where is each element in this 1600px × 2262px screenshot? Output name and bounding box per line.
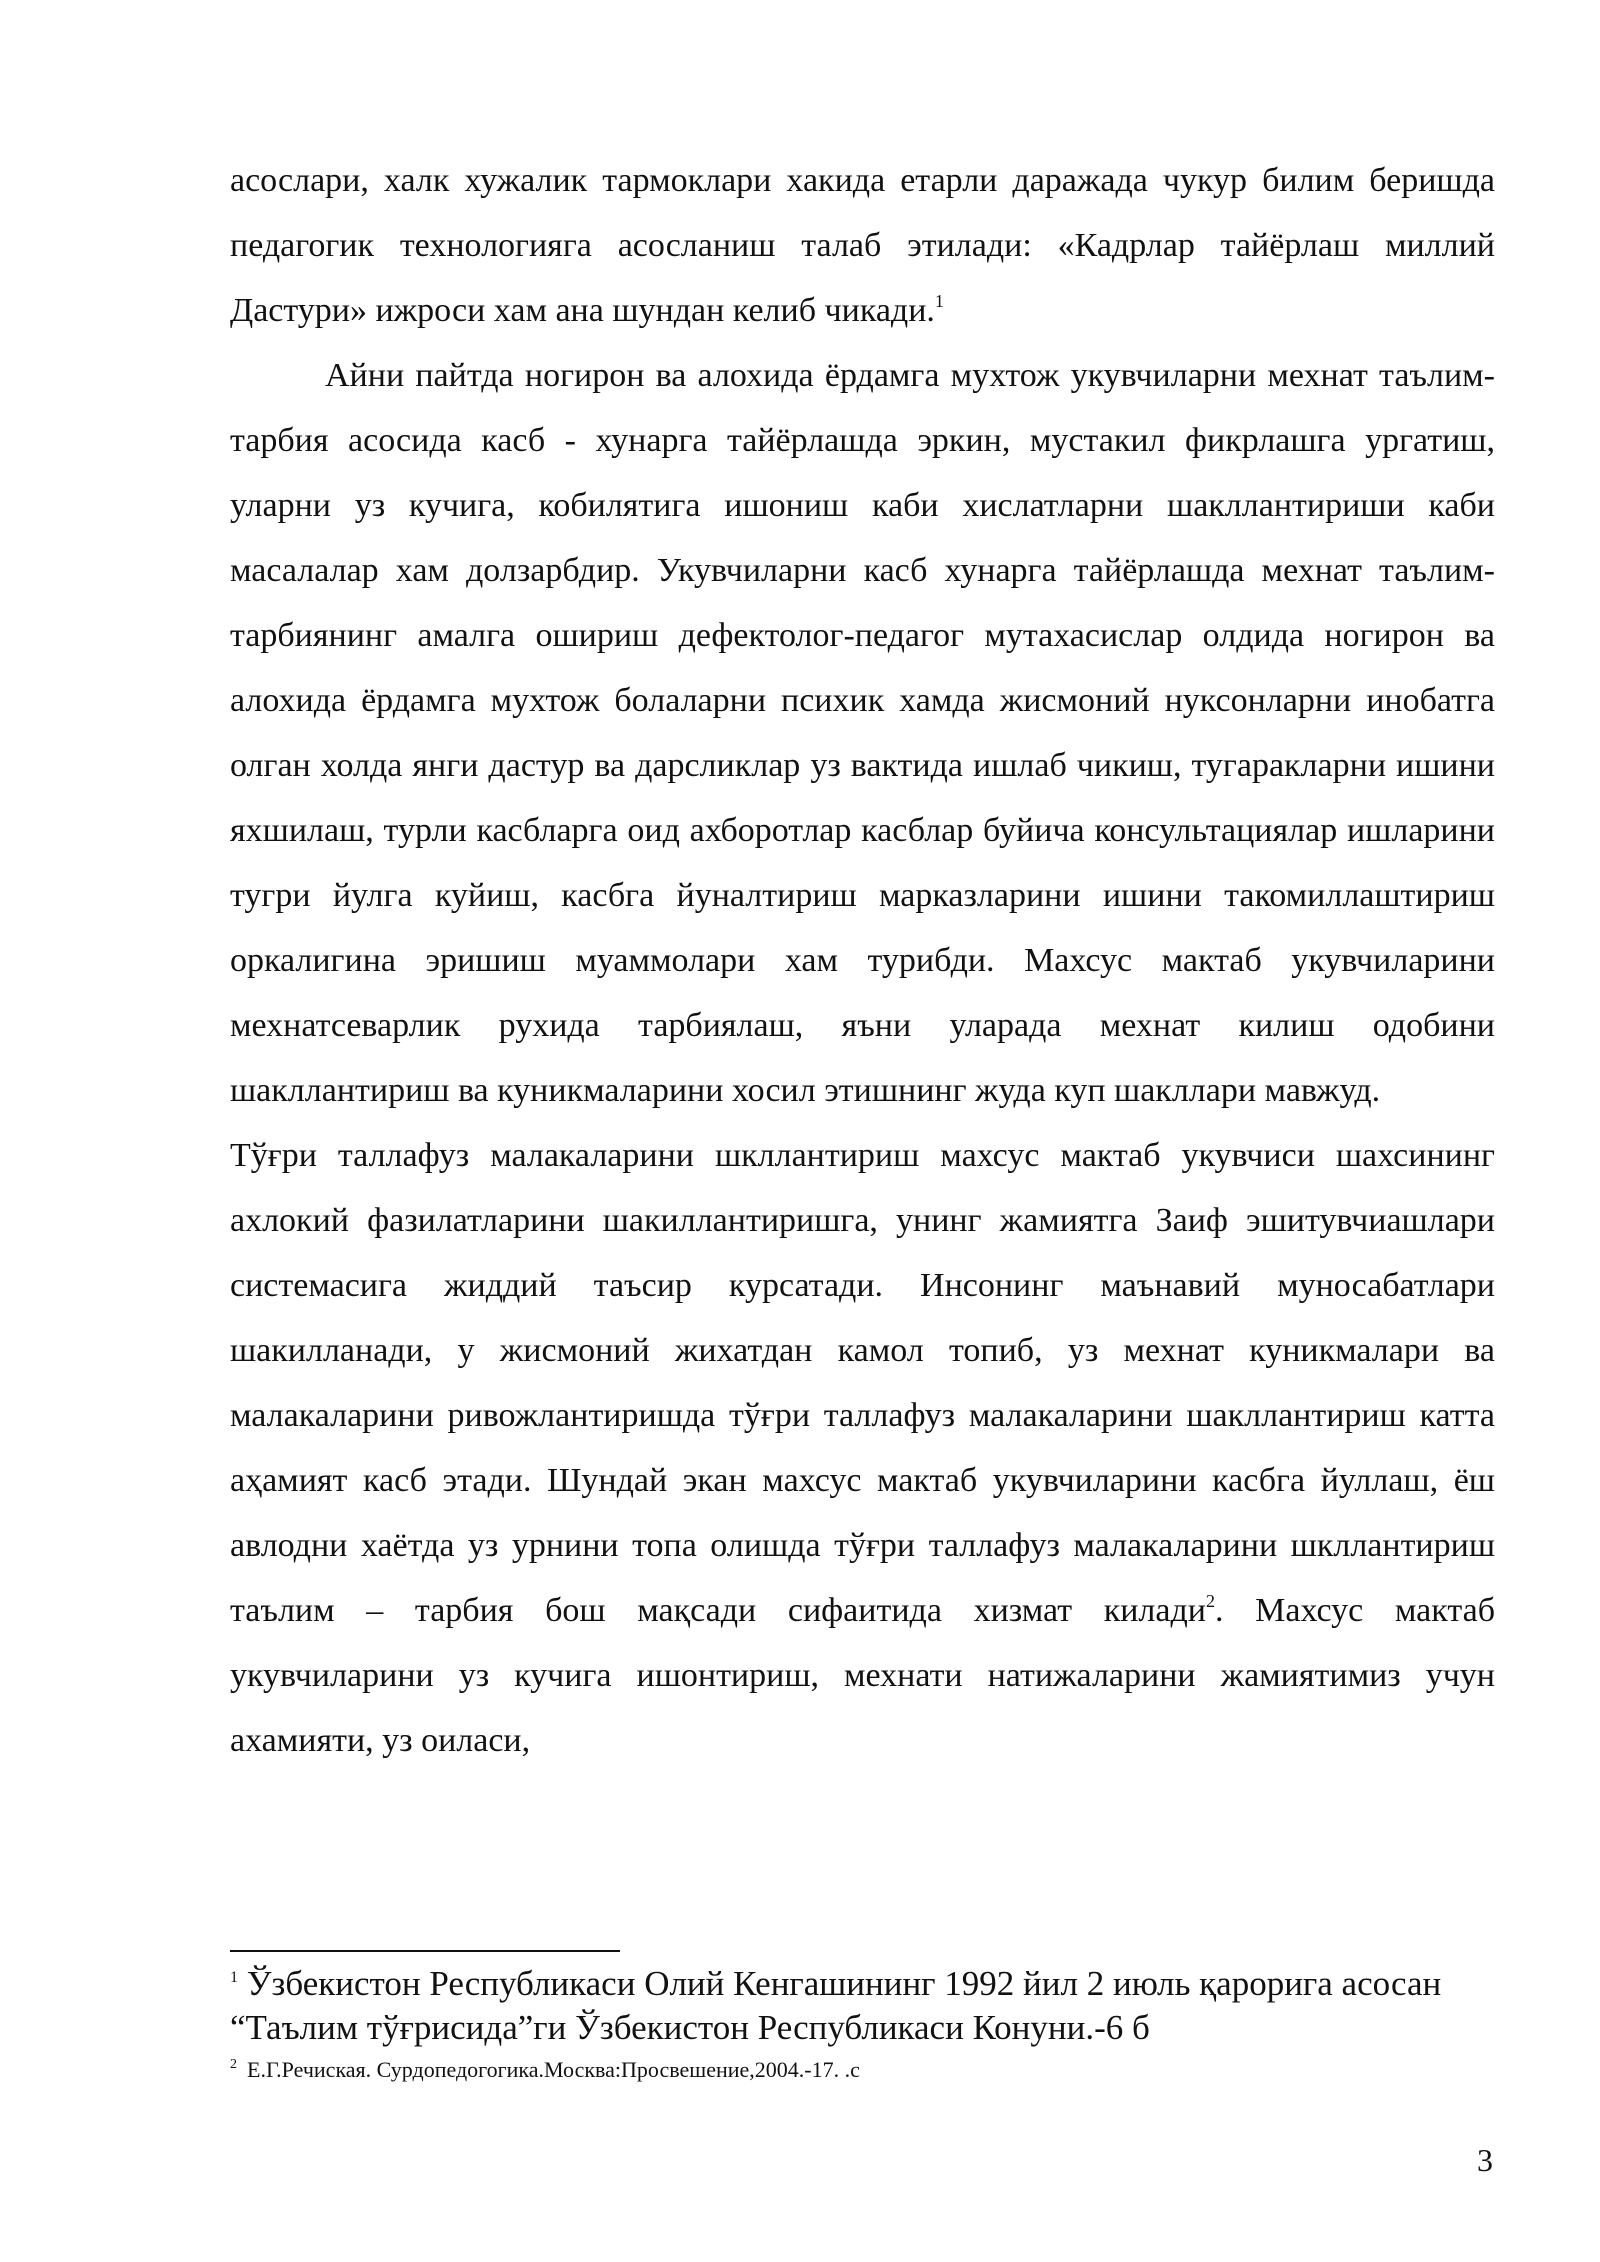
main-text — [230, 148, 1495, 1773]
paragraph-3 — [230, 1123, 1495, 1773]
paragraph-3-text-end: . Махсус мактаб укувчиларини уз кучига ишонтириш, мехнати натижаларини жамиятимиз учун ахамияти, уз оиласи, — [230, 1592, 1495, 1759]
footnote-separator — [230, 1950, 620, 1952]
footnote-2 — [230, 2054, 1495, 2086]
footnotes — [230, 1962, 1495, 2086]
footnote-ref-2: 2 — [1206, 1591, 1215, 1611]
footnote-1-marker: 1 — [230, 1969, 238, 1986]
footnote-1-text: Ўзбекистон Республикаси Олий Кенгашининг 1992 йил 2 июль қарорига асосан “Таълим тўғрисида”ги Ўзбекистон Республикаси Конуни.-6 б — [230, 1964, 1442, 2047]
paragraph-3-text-start: Тўғри таллафуз малакаларини шкллантириш махсус мактаб укувчиси шахсининг ахлокий фазилатларини шакиллантиришга, унинг жамиятга Заиф эшитувчиашлари системасига жиддий таъсир курсатади. Инсонинг маънавий муносабатлари шакилланади, у жисмоний жихатдан камол топиб, уз мехнат куникмалари ва малакаларини ривожлантиришда тўғри таллафуз малакаларини шакллантириш катта аҳамият касб этади. Шундай экан махсус мактаб укувчиларини касбга йуллаш, ёш авлодни хаётда уз урнини топа олишда тўғри таллафуз малакаларини шкллантириш таълим – тарбия бош мақсади сифаитида хизмат килади — [230, 1137, 1495, 1629]
paragraph-1 — [230, 148, 1495, 343]
page-number: 3 — [1477, 2142, 1493, 2178]
paragraph-2: Айни пайтда ногирон ва алохида ёрдамга мухтож укувчиларни мехнат таълим-тарбия асосида касб - хунарга тайёрлашда эркин, мустакил фикрлашга ургатиш, уларни уз кучига, кобилятига ишониш каби хислатларни шакллантириши каби масалалар хам долзарбдир. Укувчиларни касб хунарга тайёрлашда мехнат таълим-тарбиянинг амалга ошириш дефектолог-педагог мутахасислар олдида ногирон ва алохида ёрдамга мухтож болаларни психик хамда жисмоний нуксонларни инобатга олган холда янги дастур ва дарсликлар уз вактида ишлаб чикиш, тугаракларни ишини яхшилаш, турли касбларга оид ахборотлар касблар буйича консультациялар ишларини тугри йулга куйиш, касбга йуналтириш марказларини ишини такомиллаштириш оркалигина эришиш муаммолари хам турибди. Махсус мактаб укувчиларини мехнатсеварлик рухида тарбиялаш, яъни уларада мехнат килиш одобини шакллантириш ва куникмаларини хосил этишнинг жуда куп шакллари мавжуд. — [230, 357, 1495, 1109]
paragraph-1-text: асослари, халк хужалик тармоклари хакида етарли даражада чукур билим беришда педагогик технологияга асосланиш талаб этилади: «Кадрлар тайёрлаш миллий Дастури» ижроси хам ана шундан келиб чикади. — [230, 162, 1495, 329]
footnote-2-marker: 2 — [230, 2057, 237, 2072]
footnote-1 — [230, 1962, 1495, 2050]
footnote-ref-1: 1 — [934, 291, 944, 311]
footnote-2-text: Е.Г.Речиская. Сурдопедогогика.Москва:Просвешение,2004.-17. .с — [247, 2057, 860, 2082]
